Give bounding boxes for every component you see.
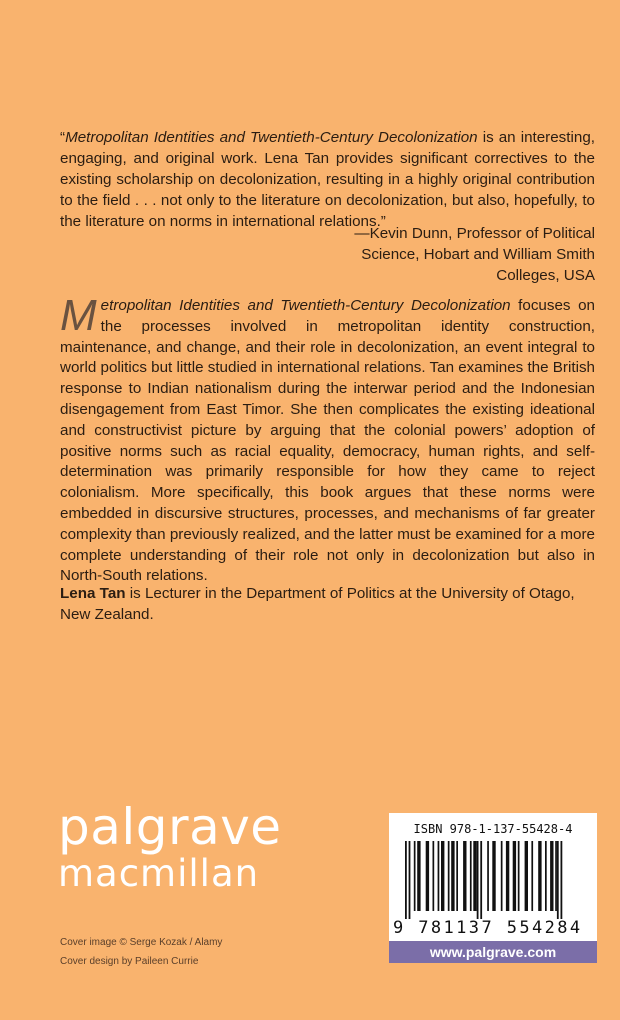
open-quote: “ [60, 129, 66, 146]
book-summary [60, 291, 595, 587]
publisher-url: www.palgrave.com [389, 941, 597, 963]
barcode-digits: 9 781137 554284 [393, 918, 583, 938]
endorsement-book-title: Metropolitan Identities and Twentieth-Century Decolonization [65, 129, 478, 146]
author-name: Lena Tan [60, 585, 126, 602]
author-bio-text: is Lecturer in the Department of Politics at the University of Otago, New Zealand. [60, 585, 575, 623]
isbn-label: ISBN 978-1-137-55428-4 [413, 822, 573, 836]
cover-image-credit: Cover image © Serge Kozak / Alamy [60, 937, 223, 948]
endorsement-text: is an interesting, engaging, and original work. Lena Tan provides significant correctives to the existing scholarship on decolonization, resulting in a highly original contribution to the field . . . not only to the literature on decolonization, but also, hopefully, to the literature on norms in international relations.” [60, 129, 595, 230]
cover-design-credit: Cover design by Paileen Currie [60, 956, 199, 967]
endorsement-quote [60, 127, 595, 232]
publisher-logo [58, 800, 282, 894]
publisher-logo-line1: palgrave [58, 798, 282, 856]
drop-cap: M [60, 291, 97, 340]
endorsement-attribution: —Kevin Dunn, Professor of Political Science, Hobart and William Smith Colleges, USA [354, 225, 595, 284]
isbn-barcode-block [389, 813, 597, 941]
author-bio [60, 583, 595, 625]
summary-text: focuses on the processes involved in metropolitan identity construction, maintenance, and change, and their role in decolonization, an event integral to world politics but little studied in international relations. Tan examines the British response to Indian nationalism during the interwar period and the Indonesian disengagement from East Timor. She then complicates the existing ideational and constructivist picture by arguing that the colonial powers’ adoption of positive norms such as racial equality, democracy, human rights, and self-determination was primarily responsible for how they came to reject colonialism. More specifically, this book argues that these norms were embedded in discursive structures, processes, and mechanisms of far greater complexity than previously realized, and the latter must be examined for a more complete understanding of their role not only in decolonization but also in North-South relations. [60, 297, 595, 585]
publisher-logo-line2: macmillan [58, 852, 260, 895]
barcode-graphic [403, 841, 583, 919]
cover-credits [60, 933, 222, 971]
summary-book-title: etropolitan Identities and Twentieth-Century Decolonization [100, 297, 511, 314]
